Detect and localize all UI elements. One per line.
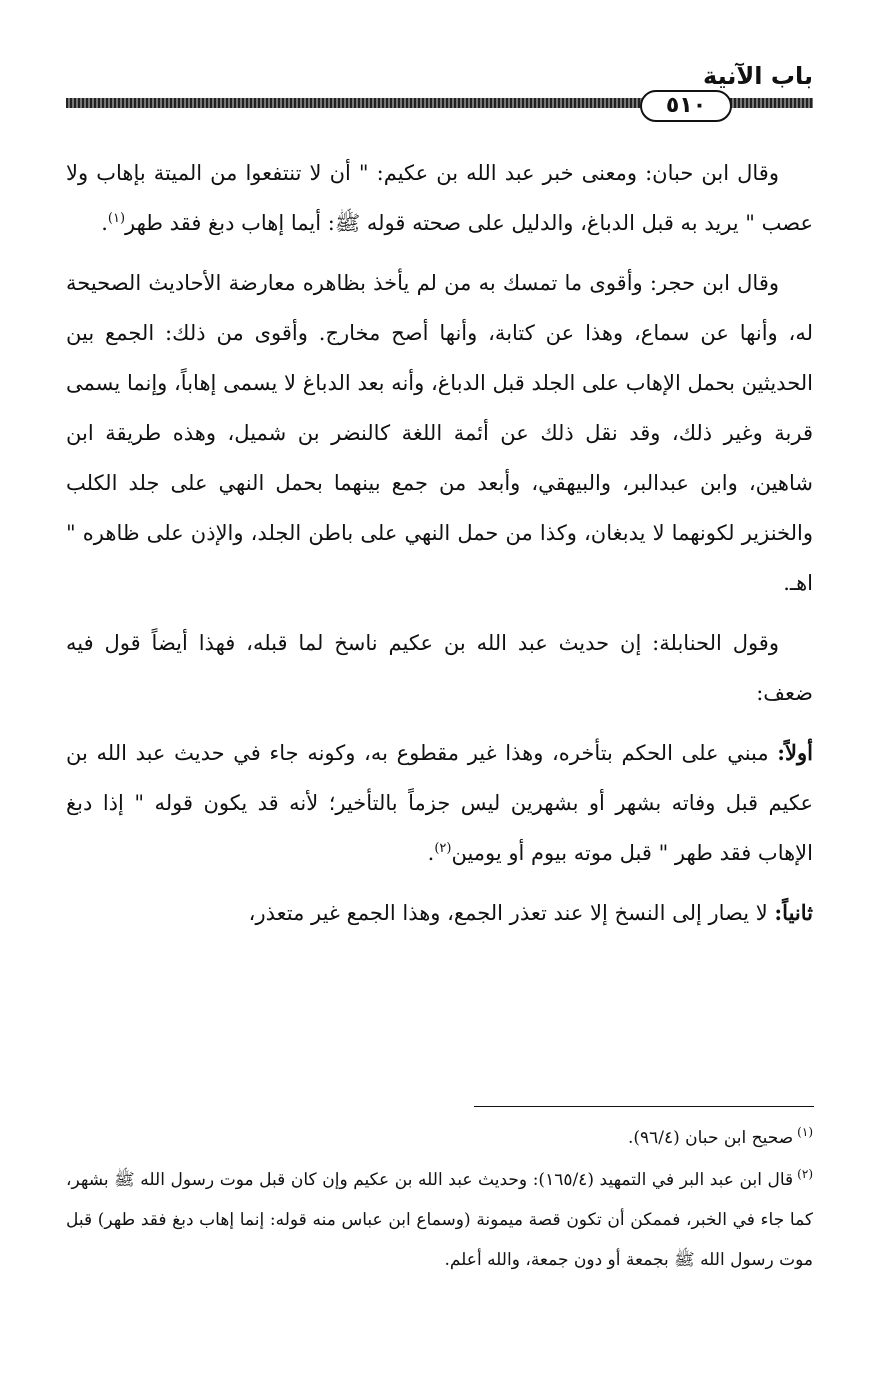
paragraph-text: وقول الحنابلة: إن حديث عبد الله بن عكيم ناسخ لما قبله، فهذا أيضاً قول فيه ضعف:: [66, 631, 813, 705]
footnote-text: قال ابن عبد البر في التمهيد (١٦٥/٤): وحديث عبد الله بن عكيم وإن كان قبل موت رسول الله ﷺ بشهر، كما جاء في الخبر، فممكن أن تكون قصة ميمونة (وسماع ابن عباس منه قوله: إنما إهاب دبغ فقد طهر) قبل موت رسول الله ﷺ بجمعة أو دون جمعة، والله أعلم.: [66, 1170, 813, 1270]
page-number: ٥١٠: [640, 90, 732, 122]
footnotes: [66, 1118, 813, 1282]
paragraph-text: لا يصار إلى النسخ إلا عند تعذر الجمع، وهذا الجمع غير متعذر،: [248, 901, 775, 925]
paragraph-tail: .: [427, 841, 435, 865]
point-label-second: ثانياً:: [774, 900, 813, 925]
footnote-mark-1: (١): [797, 1125, 813, 1140]
paragraph-hanabila: [66, 618, 813, 718]
paragraph-text: وقال ابن حبان: ومعنى خبر عبد الله بن عكيم: " أن لا تنتفعوا من الميتة بإهاب ولا عصب " يريد به قبل الدباغ، والدليل على صحته قوله ﷺ: أيما إهاب دبغ فقد طهر: [66, 161, 813, 235]
main-text: [66, 148, 813, 948]
footnote-ref-1[interactable]: (١): [107, 211, 126, 226]
point-label-first: أولاً:: [777, 740, 813, 765]
paragraph-text: مبني على الحكم بتأخره، وهذا غير مقطوع به، وكونه جاء في حديث عبد الله بن عكيم قبل وفاته بشهر أو بشهرين ليس جزماً بالتأخير؛ لأنه قد يكون قوله " إذا دبغ الإهاب فقد طهر " قبل موته بيوم أو يومين: [66, 741, 813, 865]
paragraph-second-point: [66, 888, 813, 938]
footnote-mark-2: (٢): [797, 1167, 813, 1182]
footnote-text: صحيح ابن حبان (٩٦/٤).: [627, 1128, 794, 1148]
running-title: باب الآنية: [703, 62, 813, 90]
paragraph-ibn-hajar: [66, 258, 813, 608]
footnote-separator: [474, 1106, 814, 1107]
footnote-ref-2[interactable]: (٢): [434, 841, 452, 856]
paragraph-first-point: [66, 728, 813, 878]
paragraph-tail: .: [101, 211, 108, 235]
footnote-2: [66, 1160, 813, 1280]
paragraph-text: وقال ابن حجر: وأقوى ما تمسك به من لم يأخذ بظاهره معارضة الأحاديث الصحيحة له، وأنها عن سماع، وهذا عن كتابة، وأنها أصح مخارج. وأقوى من ذلك: الجمع بين الحديثين بحمل الإهاب على الجلد قبل الدباغ، وأنه بعد الدباغ لا يسمى إهاباً، وإنما يسمى قربة وغير ذلك، وقد نقل ذلك عن أئمة اللغة كالنضر بن شميل، وهذه طريقة ابن شاهين، وابن عبدالبر، والبيهقي، وأبعد من جمع بينهما بحمل النهي على جلد الكلب والخنزير لكونهما لا يدبغان، وكذا من حمل النهي على باطن الجلد، والإذن على ظاهره " اهـ.: [66, 271, 813, 595]
paragraph-ibn-hibban: [66, 148, 813, 248]
footnote-1: [66, 1118, 813, 1158]
